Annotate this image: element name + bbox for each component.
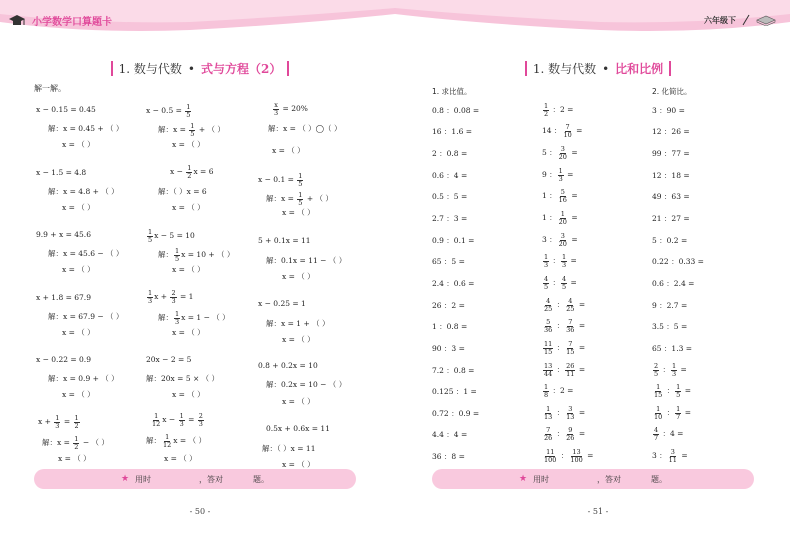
- ratio-item: $\frac{1}{13}$ ： $\frac{3}{13}$ =: [544, 405, 586, 421]
- solution-step: 解：x = 67.9 − （ ）: [48, 312, 124, 321]
- solution-step: 解：x = $\frac{1}{2}$ − （ ）: [42, 435, 109, 451]
- ratio-item: 1 ：0.8 =: [432, 322, 468, 331]
- ratio-item: 99 ：77 =: [652, 149, 690, 158]
- ratio-item: 3.5 ：5 =: [652, 322, 688, 331]
- ratio-item: $\frac{4}{7}$ ：4 =: [654, 426, 684, 442]
- title-topic: 比和比例: [615, 62, 664, 76]
- ratio-item: 90 ：3 =: [432, 344, 465, 353]
- solution-step: 解：x = 0.9 + （ ）: [48, 374, 119, 383]
- ratio-item: 5 ： $\frac{3}{20}$ =: [542, 145, 578, 161]
- ratio-item: 0.6 ：4 =: [432, 171, 468, 180]
- equation: x − 1.5 = 4.8: [36, 168, 87, 177]
- title-bar-right: [669, 61, 671, 76]
- ratio-item: 14 ： $\frac{7}{10}$ =: [542, 123, 583, 139]
- ratio-item: 0.5 ：5 =: [432, 192, 468, 201]
- ratio-item: 0.8 ：0.08 =: [432, 106, 480, 115]
- equation: $\frac{1}{12}$ x − $\frac{1}{3}$ = $\frac{2}{3}$: [152, 412, 203, 428]
- grade-label: [704, 14, 776, 26]
- grade-text: 六年级下: [704, 15, 736, 25]
- answer-line: x = （ ）: [272, 146, 305, 155]
- equation: 5 + 0.1x = 11: [258, 236, 311, 245]
- section-heading-simplify: 2. 化简比。: [652, 87, 692, 96]
- ratio-item: 5 ：0.2 =: [652, 236, 688, 245]
- equation: x − 0.22 = 0.9: [36, 355, 91, 364]
- ratio-item: $\frac{1}{3}$ ： $\frac{1}{3}$ =: [544, 253, 577, 269]
- instruction: 解一解。: [34, 84, 66, 93]
- right-page: [428, 55, 768, 515]
- ratio-item: 12 ：18 =: [652, 171, 690, 180]
- answer-line: x = （ ）: [164, 454, 197, 463]
- title-topic: 式与方程（2）: [200, 62, 282, 76]
- ratio-item: 49 ：63 =: [652, 192, 690, 201]
- ratio-item: 26 ：2 =: [432, 301, 465, 310]
- section-heading-ratio-value: 1. 求比值。: [432, 87, 472, 96]
- star-icon: ★: [518, 474, 528, 484]
- solution-step: 解： $\frac{1}{5}$ x = 10 + （ ）: [158, 247, 235, 263]
- ratio-item: 9 ： $\frac{1}{3}$ =: [542, 167, 574, 183]
- ratio-item: 4.4 ：4 =: [432, 430, 468, 439]
- solution-step: 解：x = 45.6 − （ ）: [48, 249, 124, 258]
- ratio-item: 65 ：5 =: [432, 257, 465, 266]
- solution-step: 解：x = $\frac{1}{5}$ + （ ）: [266, 191, 333, 207]
- solution-step: 解：x = （ ）◯（ ）: [268, 124, 342, 133]
- ratio-item: 0.125 ：1 =: [432, 387, 477, 396]
- ratio-item: 2.7 ：3 =: [432, 214, 468, 223]
- score-bar: [34, 469, 356, 489]
- solution-step: 解：x = 0.45 + （ ）: [48, 124, 124, 133]
- ratio-item: $\frac{4}{25}$ ： $\frac{4}{25}$ =: [544, 297, 586, 313]
- answer-line: x = （ ）: [282, 272, 315, 281]
- ratio-item: $\frac{11}{100}$ ： $\frac{13}{100}$ =: [544, 448, 594, 464]
- ratio-item: $\frac{7}{26}$ ： $\frac{9}{26}$ =: [544, 426, 586, 442]
- title-dot: •: [602, 61, 610, 76]
- solution-step: 解：0.1x = 11 − （ ）: [266, 256, 347, 265]
- ratio-item: 2 ：0.8 =: [432, 149, 468, 158]
- ratio-item: $\frac{1}{15}$ ： $\frac{1}{5}$ =: [654, 383, 691, 399]
- title-bar-left: [111, 61, 113, 76]
- ratio-item: 7.2 ：0.8 =: [432, 366, 475, 375]
- answer-line: x = （ ）: [282, 208, 315, 217]
- equation: x − 0.25 = 1: [258, 299, 306, 308]
- answered-label: ，答对: [199, 474, 224, 484]
- ratio-item: 3 ：90 =: [652, 106, 685, 115]
- answer-line: x = （ ）: [172, 140, 205, 149]
- equation: x + $\frac{1}{3}$ = $\frac{1}{2}$: [38, 414, 79, 430]
- ratio-item: 16 ：1.6 =: [432, 127, 473, 136]
- header-band: [0, 0, 790, 44]
- equation: 0.5x + 0.6x = 11: [266, 424, 330, 433]
- ratio-item: 65 ：1.3 =: [652, 344, 693, 353]
- equation: x + 1.8 = 67.9: [36, 293, 91, 302]
- title-prefix: 1. 数与代数: [532, 62, 597, 76]
- left-page: [30, 55, 370, 515]
- answer-line: x = （ ）: [282, 335, 315, 344]
- solution-step: 解：（ ）x = 6: [158, 187, 207, 196]
- solution-step: 解：20x = 5 × （ ）: [146, 374, 220, 383]
- equation: $\frac{x}{3}$ = 20%: [274, 101, 308, 117]
- solution-step: 解：x = 1 + （ ）: [266, 319, 330, 328]
- star-icon: ★: [120, 474, 130, 484]
- ratio-item: $\frac{1}{10}$ ： $\frac{1}{7}$ =: [654, 405, 691, 421]
- title-dot: •: [187, 61, 195, 76]
- equation: 0.8 + 0.2x = 10: [258, 361, 318, 370]
- equation: x − 0.1 = $\frac{1}{5}$: [258, 172, 303, 188]
- page-number: - 51 -: [587, 507, 609, 516]
- answer-line: x = （ ）: [62, 390, 95, 399]
- ratio-item: 12 ：26 =: [652, 127, 690, 136]
- equation: $\frac{1}{3}$ x + $\frac{2}{3}$ = 1: [148, 289, 194, 305]
- ratio-item: $\frac{4}{5}$ ： $\frac{4}{5}$ =: [544, 275, 577, 291]
- answer-line: x = （ ）: [172, 265, 205, 274]
- title-prefix: 1. 数与代数: [118, 62, 182, 76]
- slash-icon: [742, 14, 750, 26]
- solution-step: 解：0.2x = 10 − （ ）: [266, 380, 347, 389]
- answer-line: x = （ ）: [62, 328, 95, 337]
- answer-line: x = （ ）: [62, 203, 95, 212]
- equation: x − 0.15 = 0.45: [36, 105, 96, 114]
- ratio-item: 3 ： $\frac{3}{20}$ =: [542, 232, 578, 248]
- title-bar-left: [525, 61, 527, 76]
- brand-title: 小学数学口算题卡: [32, 17, 112, 28]
- answer-line: x = （ ）: [172, 390, 205, 399]
- score-bar: [432, 469, 754, 489]
- ratio-item: 1 ： $\frac{1}{20}$ =: [542, 210, 578, 226]
- page-number: - 50 -: [189, 507, 211, 516]
- ratio-item: 1 ： $\frac{5}{16}$ =: [542, 188, 578, 204]
- title-bar-right: [287, 61, 289, 76]
- solution-step: 解： $\frac{1}{12}$ x = （ ）: [146, 433, 206, 449]
- ratio-item: 0.6 ：2.4 =: [652, 279, 695, 288]
- ratio-item: $\frac{1}{8}$ ：2 =: [544, 383, 574, 399]
- ratio-item: 0.9 ：0.1 =: [432, 236, 475, 245]
- ratio-item: 0.22 ：0.33 =: [652, 257, 704, 266]
- brand: [8, 13, 112, 28]
- ratio-item: 36 ：8 =: [432, 452, 465, 461]
- ratio-item: $\frac{13}{44}$ ： $\frac{26}{11}$ =: [544, 362, 586, 378]
- equation: x − $\frac{1}{2}$ x = 6: [170, 164, 214, 180]
- answered-label: ，答对: [597, 474, 622, 484]
- answer-line: x = （ ）: [62, 140, 95, 149]
- solution-step: 解：（ ）x = 11: [262, 444, 316, 453]
- unit-label: 题。: [651, 474, 668, 484]
- ratio-item: 9 ：2.7 =: [652, 301, 688, 310]
- answer-line: x = （ ）: [282, 397, 315, 406]
- equation: 9.9 + x = 45.6: [36, 230, 91, 239]
- answer-line: x = （ ）: [282, 460, 315, 469]
- equation: 20x − 2 = 5: [146, 355, 192, 364]
- solution-step: 解： $\frac{1}{3}$ x = 1 − （ ）: [158, 310, 230, 326]
- ratio-item: 21 ：27 =: [652, 214, 690, 223]
- equation: x − 0.5 = $\frac{1}{5}$: [146, 103, 191, 119]
- ratio-item: 3 ： $\frac{3}{11}$ =: [652, 448, 688, 464]
- graduation-cap-icon: [8, 14, 26, 28]
- solution-step: 解：x = $\frac{1}{5}$ + （ ）: [158, 122, 225, 138]
- answer-line: x = （ ）: [172, 328, 205, 337]
- answer-line: x = （ ）: [62, 265, 95, 274]
- ratio-item: 2.4 ：0.6 =: [432, 279, 475, 288]
- unit-label: 题。: [253, 474, 270, 484]
- ratio-item: $\frac{1}{2}$ ：2 =: [544, 102, 574, 118]
- used-time-label: 用时: [533, 474, 550, 484]
- answer-line: x = （ ）: [58, 454, 91, 463]
- used-time-label: 用时: [135, 474, 152, 484]
- ratio-item: $\frac{5}{36}$ ： $\frac{7}{36}$ =: [544, 318, 586, 334]
- ratio-item: 0.72 ：0.9 =: [432, 409, 480, 418]
- solution-step: 解：x = 4.8 + （ ）: [48, 187, 119, 196]
- book-icon: [756, 14, 776, 26]
- ratio-item: $\frac{2}{5}$ ： $\frac{1}{3}$ =: [654, 362, 687, 378]
- answer-line: x = （ ）: [172, 203, 205, 212]
- ratio-item: $\frac{11}{15}$ ： $\frac{7}{15}$ =: [544, 340, 586, 356]
- left-title: [30, 60, 370, 77]
- right-title: [428, 60, 768, 77]
- equation: $\frac{1}{5}$ x − 5 = 10: [148, 228, 195, 244]
